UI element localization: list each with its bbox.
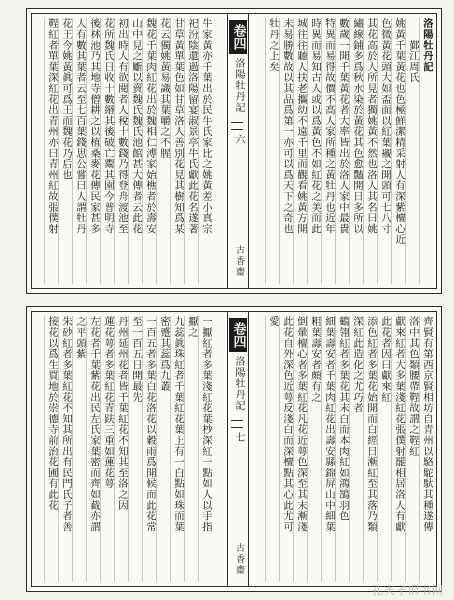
text-column: 蓮花萼者多葉紅花青趺三重如蓮花萼 bbox=[100, 316, 114, 582]
text-column: 愛 bbox=[265, 316, 279, 582]
bottom-right-text-columns bbox=[247, 312, 436, 586]
bottom-right-half bbox=[247, 312, 436, 586]
text-column: 之平頭紫 bbox=[72, 316, 86, 582]
text-column: 牛家黃亦千葉出於民牛氏家比之姚黃差小真宗 bbox=[198, 18, 212, 284]
bottom-left-half bbox=[32, 312, 215, 586]
text-column: 時異而易知古人或以爲黃色不如紅花之美而此 bbox=[307, 18, 321, 284]
text-column: 左花者千葉紫花出民左氏家葉密而齊如截亦謂 bbox=[86, 316, 100, 582]
text-column: 深紅此造化之尤巧者 bbox=[349, 316, 363, 582]
text-column: 特異而易得故價不高人家所種之黃牡丹也近年 bbox=[321, 18, 335, 284]
top-book-title: 洛陽牡丹記 bbox=[233, 58, 244, 113]
text-column: 花所魏氏日收十數緡其後破亡鬻其園今普明寺 bbox=[100, 18, 114, 284]
text-column: 繡線鋪多爲秋水染於黃花其色愈豔開日多所以 bbox=[349, 18, 363, 284]
text-column: 添色紅者多葉花始開而白經日漸紅至其落乃類 bbox=[363, 316, 377, 582]
top-right-half bbox=[247, 14, 436, 288]
top-left-half bbox=[32, 14, 215, 288]
text-column: 未易勝數故以其品爲第一亦可以爲天下之奇也 bbox=[279, 18, 293, 284]
bottom-book-title: 洛陽牡丹記 bbox=[233, 356, 244, 411]
text-column: 人有數其葉者云至七百葉錢思公嘗曰人謂牡丹 bbox=[72, 18, 86, 284]
top-left-text-columns bbox=[32, 14, 215, 288]
text-column: 九蕊眞珠紅者千葉紅花葉上有一白點如珠而葉 bbox=[170, 316, 184, 582]
text-column: 丹州延州花者皆千葉紅花不知其至洛之因 bbox=[114, 316, 128, 582]
text-column: 朱砂紅者多葉紅花不知其所出有民門氏子者善 bbox=[58, 316, 72, 582]
bottom-left-text-columns bbox=[32, 312, 215, 586]
text-column: 城往往聽人扶老攜幼不遠千里而觀看姚黃方開 bbox=[293, 18, 307, 284]
text-column: 花云獨姚黃易識其葉嚼之不腥 bbox=[156, 18, 170, 284]
text-column: 一擫紅者多葉淺紅花葉杪深紅一點如人以手指 bbox=[198, 316, 212, 582]
text-column: 鞓紅者單葉深紅花出青州亦曰青州紅故張僕射 bbox=[44, 18, 58, 284]
document-title: 洛陽牡丹記 bbox=[419, 18, 433, 284]
text-column: 倒暈檀心者多葉紅花凡花近萼色深至其末漸淺 bbox=[293, 316, 307, 582]
bottom-fold-strip bbox=[227, 312, 249, 586]
text-column: 獻來紅者大多葉淺紅花張僕射罷相居洛人有獻 bbox=[391, 316, 405, 582]
top-hall-name: 古香齋 bbox=[234, 245, 244, 278]
top-juan-label: 卷四 bbox=[229, 20, 247, 54]
top-fish-tail-mark bbox=[231, 122, 243, 130]
text-column: 此花自外深色近萼反淺白而深檀點其心此尤可 bbox=[279, 316, 293, 582]
top-fold-strip bbox=[227, 14, 249, 288]
text-column: 至一百五日開最先 bbox=[128, 316, 142, 582]
bottom-hall-name: 古香齋 bbox=[234, 543, 244, 576]
text-column: 齊賢有第西京賢相坊自青州以駱駝馱其種遂傳 bbox=[419, 316, 433, 582]
text-column: 其花高於人所見者獨姚黃不然也洛人其名曰姚 bbox=[363, 18, 377, 284]
text-column: 牡丹之上矣 bbox=[265, 18, 279, 284]
text-column: 後林池乃其地寺僧耕之以植桑麥花傳民家甚多 bbox=[86, 18, 100, 284]
author-line: 鄞江周氏 bbox=[405, 18, 419, 284]
text-column: 粗葉壽安者頗有之 bbox=[307, 316, 321, 582]
text-column: 接花以爲生買地於崇德寺前治花圃有此花 bbox=[44, 316, 58, 582]
text-column: 鶴翎紅者多葉花其末白而本肉紅如鴻鵠羽色 bbox=[335, 316, 349, 582]
text-column: 魏花千葉肉紅花出於魏相仁溥家始樵者於壽安 bbox=[142, 18, 156, 284]
text-column: 一百五者多葉白花洛花以穀雨爲開候而此花常 bbox=[142, 316, 156, 582]
text-column: 祀汾陰還過洛陽留宴淑景亭牛氏獻此花名遂著 bbox=[184, 18, 198, 284]
bottom-fish-tail-mark bbox=[231, 420, 243, 428]
text-column: 密蹙其蕊爲九叢 bbox=[156, 316, 170, 582]
text-column: 甘草黃單葉色如甘草洛人善別花見其樹知爲某 bbox=[170, 18, 184, 284]
watermark-text: 孔夫子旧书网 bbox=[372, 584, 444, 597]
top-page-number: 六 bbox=[233, 134, 244, 144]
text-column: 姚黃千葉黃花也色極鮮潔精采射人有深紫檀心近 bbox=[391, 18, 405, 284]
bottom-page-frame bbox=[31, 311, 437, 587]
text-column: 此花者因曰獻來紅 bbox=[377, 316, 391, 582]
text-column: 數歲一開千葉黃花者大率皆出於洛人家中最貴 bbox=[335, 18, 349, 284]
text-column: 擫之 bbox=[184, 316, 198, 582]
top-right-text-columns bbox=[247, 14, 436, 288]
bottom-page-number: 七 bbox=[233, 432, 244, 442]
top-page bbox=[26, 8, 442, 294]
bottom-page bbox=[26, 306, 442, 592]
text-column: 花王今姚黃眞可爲王而魏花乃后也 bbox=[58, 18, 72, 284]
text-column: 山中見之斸以賣魏氏魏氏池館甚大傳者云此花 bbox=[128, 18, 142, 284]
text-column: 洛中其色類腰帶鞓故謂之鞓紅 bbox=[405, 316, 419, 582]
bottom-juan-label: 卷四 bbox=[229, 318, 247, 352]
text-column: 初出時人有欲閱者人稅十數錢乃得登舟渡池至 bbox=[114, 18, 128, 284]
text-column: 細葉壽安者千葉肉紅花出壽安縣錦屏山中細葉 bbox=[321, 316, 335, 582]
top-page-frame bbox=[31, 13, 437, 289]
text-column: 色微黃花頭大如盃面以紅葉襯之開頭可七八寸 bbox=[377, 18, 391, 284]
